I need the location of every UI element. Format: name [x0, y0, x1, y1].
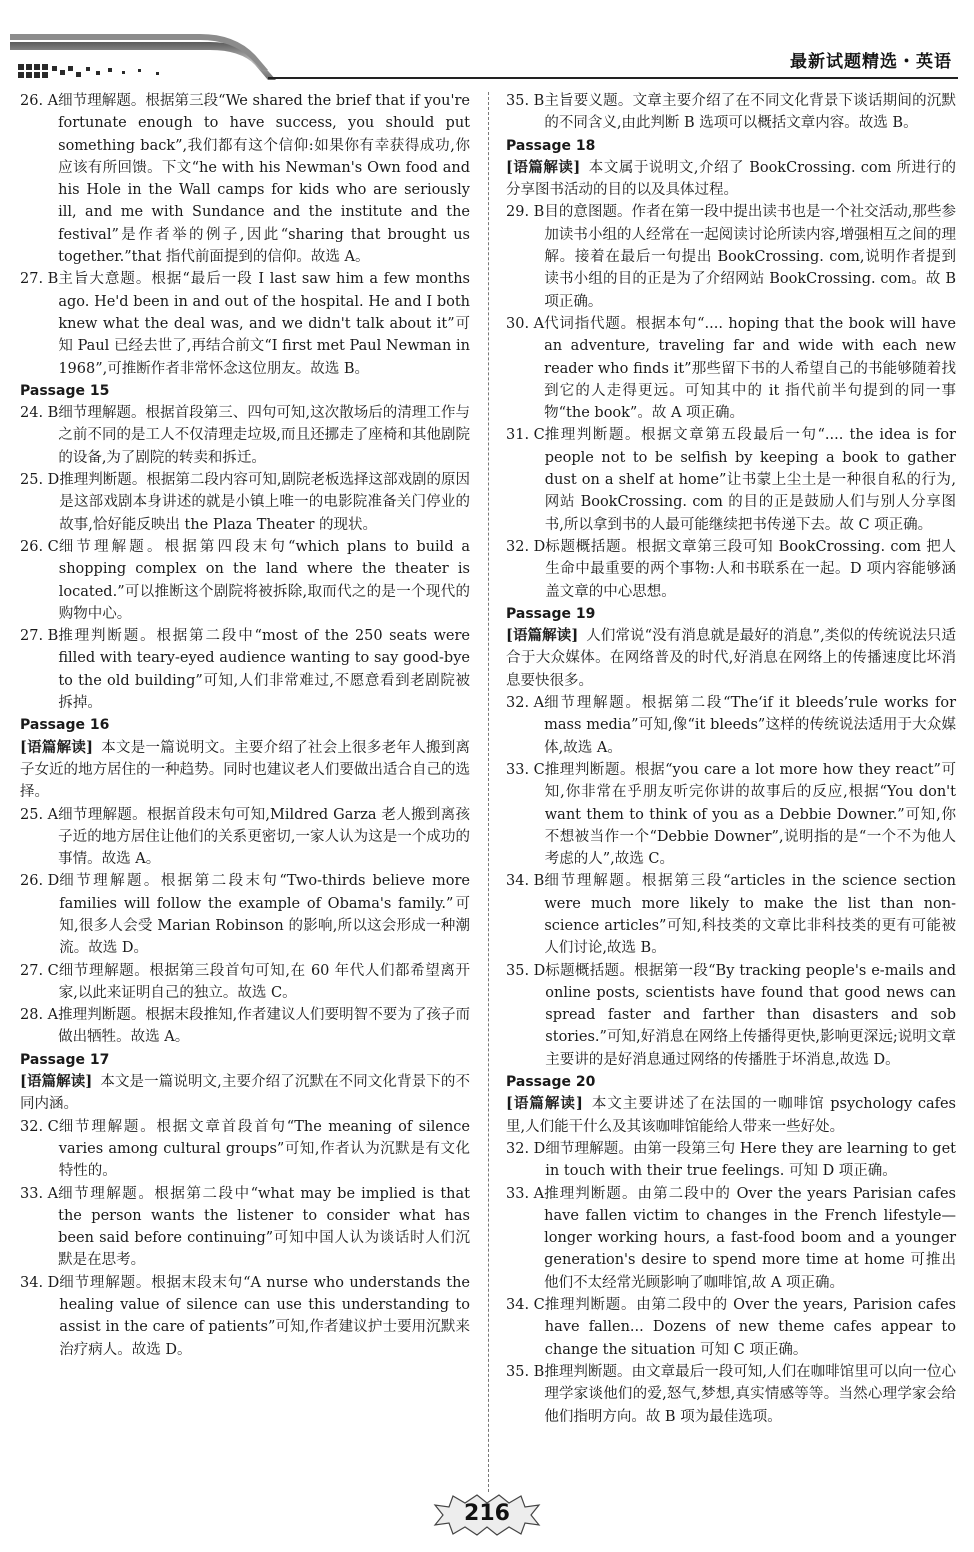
analysis-tag: [语篇解读] [20, 1073, 93, 1091]
answer-number: 35. B [506, 1363, 545, 1380]
answer-number: 35. B [506, 93, 545, 109]
header-decoration [0, 0, 974, 88]
answer-explanation: 推理判断题。根据第二段内容可知,剧院老板选择这部戏剧的原因是这部戏剧本身讲述的就是小镇上唯一的电影院准备关门停业的故事,恰好能反映出 the Plaza Theater 的现状。 [59, 472, 470, 533]
passage-heading: Passage 17 [20, 1051, 110, 1068]
answer-explanation: 细节理解题。根据末段末句“A nurse who understands the healing value of silence can use this understanding to assist in the care of patients”可知,作者建议护士要用沉默来治疗病人。故选 D。 [59, 1274, 470, 1358]
analysis-tag: [语篇解读] [506, 158, 581, 176]
answer-entry [506, 313, 956, 424]
answer-entry [506, 1138, 956, 1183]
answer-explanation: 推理判断题。由第二段中的 Over the years Parisian cafes have fallen victim to changes in the French lifestyle—longer working hours, a fast-food boom and a younger generation's desire to spend more time at home 可推出他们不太经常光顾影响了咖啡馆,故 A 项正确。 [544, 1185, 956, 1291]
passage-heading: Passage 20 [506, 1074, 596, 1091]
answer-explanation: 细节理解题。根据首段末句可知,Mildred Garza 老人搬到离孩子近的地方居住让他们的关系更密切,一家人认为这是一个成功的事情。故选 A。 [58, 806, 470, 868]
answer-number: 33. A [20, 1185, 59, 1202]
answer-number: 34. B [506, 873, 545, 890]
answer-explanation: 标题概括题。根据第一段“By tracking people's e-mails and online posts, scientists have found that good news can spread faster and farther than disasters and sob stories.”可知,好消息在网络上传播得更快,影响更深远;说明文章主要讲的是好消息通过网络的传播胜于坏消息,故选 D。 [545, 962, 956, 1068]
answer-explanation: 细节理解题。根据文章首段首句“The meaning of silence varies among cultural groups”可知,作者认为沉默是有文化特性的。 [58, 1118, 470, 1180]
answer-entry [506, 201, 956, 312]
answer-number: 34. D [20, 1274, 60, 1291]
answer-number: 35. D [506, 962, 546, 979]
answer-explanation: 推理判断题。由第二段中的 Over the years, Parision cafes have fallen... Dozens of new theme cafes appear to change the situation 可知 C 项正确。 [544, 1297, 956, 1358]
passage-heading: Passage 19 [506, 605, 596, 622]
answer-number: 26. C [20, 538, 59, 555]
right-column [506, 90, 956, 1428]
answer-number: 27. C [20, 962, 59, 979]
answer-entry [506, 1294, 956, 1361]
column-divider [488, 92, 489, 1492]
answer-entry [506, 692, 956, 759]
answer-number: 32. C [20, 1118, 59, 1135]
passage-heading: Passage 18 [506, 137, 596, 154]
page-header [0, 0, 974, 88]
answer-explanation: 主旨大意题。根据“最后一段 I last saw him a few months ago. He'd been in and out of the hospital. He and I both knew what the deal was, and we didn't talk about it”可知 Paul 已经去世了,再结合前文“I first met Paul Newman in 1968”,可推断作者非常怀念这位朋友。故选 B。 [58, 271, 470, 377]
passage-analysis [20, 1071, 470, 1116]
answer-number: 26. D [20, 873, 60, 890]
answer-explanation: 推理判断题。根据末段推知,作者建议人们要明智不要为了孩子而做出牺牲。故选 A。 [58, 1007, 470, 1046]
answer-number: 24. B [20, 405, 59, 422]
answer-entry [20, 268, 470, 379]
answer-explanation: 标题概括题。根据文章第三段可知 BookCrossing. com 把人生命中最重要的两个事物:人和书联系在一起。D 项内容能够涵盖文章的中心思想。 [545, 538, 956, 600]
answer-explanation: 细节理解题。根据首段第三、四句可知,这次散场后的清理工作与之前不同的是工人不仅清理走垃圾,而且还挪走了座椅和其他剧院的设备,为了剧院的转卖和拆迁。 [58, 405, 470, 466]
answer-number: 33. A [506, 1185, 545, 1202]
answer-explanation: 推理判断题。根据文章第五段最后一句“.... the idea is for people not to be selfish by keeping a book to gather dust on a shelf at home”让书蒙上尘土是一种很自私的行为,网站 BookCrossing. com 的目的正是鼓励人们与别人分享图书,所以拿到书的人最可能继续把书传递下去。故 C 项正确。 [544, 427, 956, 533]
header-rule [268, 77, 958, 79]
passage-heading: Passage 15 [20, 382, 110, 399]
answer-explanation: 推理判断题。根据“you care a lot more how they react”可知,你非常在乎朋友听完你讲的故事后的反应,根据“You don't want them to think of you as a Debbie Downer.”可知,你不想被当作一个“Debbie Downer”,说明指的是“一个不为他人考虑的人”,故选 C。 [544, 761, 956, 868]
analysis-text: 本文属于说明文,介绍了 BookCrossing. com 所进行的分享图书活动的目的以及具体过程。 [506, 159, 956, 199]
answer-number: 26. A [20, 93, 59, 109]
answer-explanation: 细节理解题。根据第二段中“what may be implied is that the person wants the listener to consider what has been said before continuing”可知中国人认为谈话时人们沉默是在思考。 [58, 1185, 470, 1269]
answer-explanation: 细节理解题。根据第三段“articles in the science section were much more likely to make the list than non-science articles”可知,科技类的文章比非科技类的更有可能被人们讨论,故选 B。 [544, 873, 956, 957]
answer-explanation: 细节理解题。根据第二段末句“Two-thirds believe more families will follow the example of Obama's family.”可知,很多人会受 Marian Robinson 的影响,所以这会形成一种潮流。故选 D。 [59, 873, 470, 957]
analysis-tag: [语篇解读] [506, 1095, 583, 1113]
analysis-text: 本文是一篇说明文。主要介绍了社会上很多老年人搬到离子女近的地方居住的一种趋势。同时也建议老人们要做出适合自己的选择。 [20, 739, 470, 801]
answer-explanation: 细节理解题。由第一段第三句 Here they are learning to get in touch with their true feelings. 可知 D 项正确。 [545, 1140, 956, 1180]
analysis-tag: [语篇解读] [20, 738, 94, 756]
passage-analysis [506, 625, 956, 692]
answer-entry [20, 469, 470, 536]
answer-entry [20, 90, 470, 268]
answer-explanation: 目的意图题。作者在第一段中提出读书也是一个社交活动,那些参加读书小组的人经常在一起阅读讨论所读内容,增强相互之间的理解。接着在最后一句提出 BookCrossing. com,说明作者提到读书小组的目的正是为了介绍网站 BookCrossing. com。故 B 项正确。 [544, 204, 956, 310]
answer-entry [506, 960, 956, 1071]
analysis-text: 本文主要讲述了在法国的一咖啡馆 psychology cafes 里,人们能干什么及其该咖啡馆能给人带来一些好处。 [506, 1096, 956, 1135]
answer-explanation: 推理判断题。根据第二段中“most of the 250 seats were filled with teary-eyed audience wanting to say good-bye to the old building”可知,人们非常难过,不愿意看到老剧院被拆掉。 [58, 628, 470, 712]
answer-number: 32. D [506, 538, 546, 555]
answer-entry [20, 1004, 470, 1049]
answer-entry [20, 1183, 470, 1272]
answer-number: 29. B [506, 204, 545, 221]
answer-entry [20, 870, 470, 959]
answer-number: 33. C [506, 761, 545, 778]
analysis-tag: [语篇解读] [506, 627, 579, 645]
passage-analysis [506, 1093, 956, 1138]
answer-entry [20, 804, 470, 871]
passage-heading: Passage 16 [20, 717, 110, 734]
answer-number: 27. B [20, 628, 59, 645]
answer-number: 32. D [506, 1140, 546, 1157]
answer-explanation: 主旨要义题。文章主要介绍了在不同文化背景下谈话期间的沉默的不同含义,由此判断 B 选项可以概括文章内容。故选 B。 [544, 93, 956, 132]
answer-entry [506, 1361, 956, 1428]
answer-number: 27. B [20, 271, 59, 288]
left-column [20, 90, 470, 1361]
answer-number: 25. A [20, 806, 59, 823]
answer-explanation: 细节理解题。根据第三段首句可知,在 60 年代人们都希望离开家,以此来证明自己的独立。故选 C。 [58, 962, 470, 1001]
answer-entry [20, 1116, 470, 1183]
answer-entry [20, 1272, 470, 1361]
answer-number: 32. A [506, 695, 545, 712]
answer-entry [20, 402, 470, 469]
answer-number: 30. A [506, 315, 545, 332]
answer-number: 25. D [20, 472, 60, 489]
analysis-text: 人们常说“没有消息就是最好的消息”,类似的传统说法只适合于大众媒体。在网络普及的时代,好消息在网络上的传播速度比坏消息要快很多。 [506, 628, 956, 689]
answer-entry [20, 536, 470, 625]
answer-entry [506, 759, 956, 870]
answer-entry [506, 424, 956, 535]
page-number: 216 [464, 1501, 510, 1526]
analysis-text: 本文是一篇说明文,主要介绍了沉默在不同文化背景下的不同内涵。 [20, 1074, 470, 1113]
answer-entry [20, 960, 470, 1005]
answer-number: 31. C [506, 427, 545, 444]
answer-explanation: 细节理解题。根据第四段末句“which plans to build a shopping complex on the land where the theater is located.”可以推断这个剧院将被拆除,取而代之的是一个现代的购物中心。 [58, 538, 470, 622]
answer-number: 34. C [506, 1297, 545, 1314]
page-number-badge [433, 1493, 541, 1537]
passage-analysis [20, 737, 470, 804]
answer-entry [506, 1183, 956, 1294]
answer-entry [20, 625, 470, 714]
answer-explanation: 代词指代题。根据本句“.... hoping that the book will have an adventure, traveling far and wide with each new reader who finds it”那些留下书的人希望自己的书能够随着找到它的人走得更远。可知其中的 it 指代前半句提到的同一事物“the book”。故 A 项正确。 [544, 315, 956, 422]
passage-analysis [506, 157, 956, 202]
answer-number: 28. A [20, 1007, 59, 1024]
answer-entry [506, 90, 956, 135]
answer-explanation: 推理判断题。由文章最后一段可知,人们在咖啡馆里可以向一位心理学家谈他们的爱,怒气,梦想,真实情感等等。当然心理学家会给他们指明方向。故 B 项为最佳选项。 [544, 1363, 956, 1425]
answer-entry [506, 536, 956, 603]
answer-explanation: 细节理解题。根据第三段“We shared the brief that if you're fortunate enough to have success, you should put something back”,我们都有这个信仰:如果你有幸获得成功,你应该有所回馈。下文“he with his Newman's Own food and his Hole in the Wall camps for kids who are seriously ill, and me with Sundance and the institute and the festival”是作者举的例子,因此“sharing that brought us together.”that 指代前面提到的信仰。故选 A。 [58, 93, 470, 266]
book-title: 最新试题精选・英语 [790, 52, 952, 72]
answer-entry [506, 870, 956, 959]
answer-explanation: 细节理解题。根据第二段“The‘if it bleeds’rule works for mass media”可知,像“it bleeds”这样的传统说法适用于大众媒体,故选 A。 [544, 695, 956, 756]
